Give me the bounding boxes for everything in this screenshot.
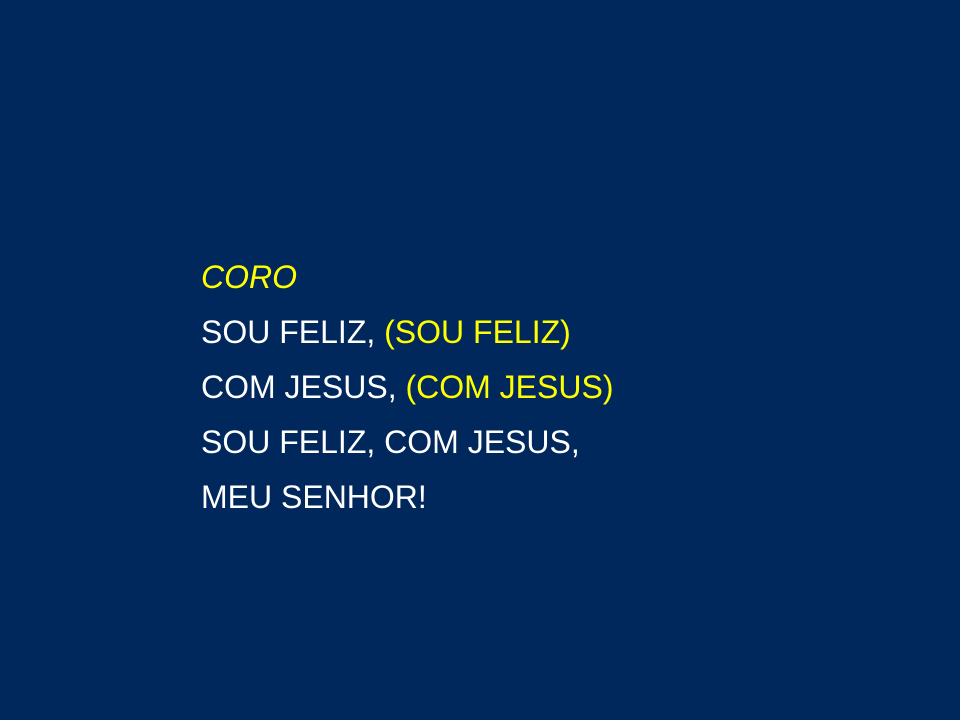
lyric-line-4 <box>201 470 613 525</box>
lyric-line-1 <box>201 305 613 360</box>
lyric-line-2-echo: (COM JESUS) <box>405 369 614 405</box>
lyric-line-1-echo: (SOU FELIZ) <box>384 314 571 350</box>
lyric-line-3-main: SOU FELIZ, COM JESUS, <box>201 424 580 460</box>
lyric-line-2 <box>201 360 613 415</box>
lyric-line-2-main: COM JESUS, <box>201 369 406 405</box>
lyrics-block <box>201 250 613 525</box>
chorus-heading: CORO <box>201 259 297 295</box>
lyric-line-4-main: MEU SENHOR! <box>201 479 427 515</box>
lyric-line-3 <box>201 415 613 470</box>
lyric-line-1-main: SOU FELIZ, <box>201 314 385 350</box>
